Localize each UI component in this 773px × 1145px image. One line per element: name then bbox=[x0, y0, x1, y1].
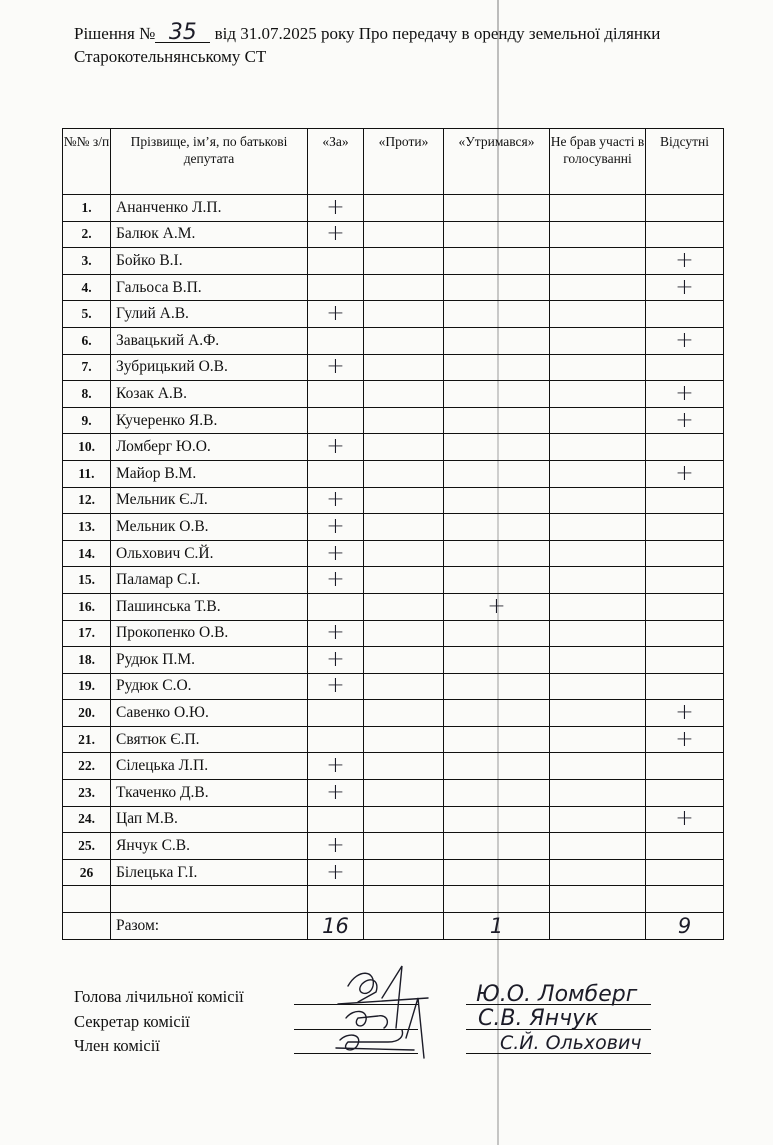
vote-cell-abstain bbox=[444, 487, 550, 514]
total-za: 16 bbox=[308, 913, 364, 940]
header-abstain: «Утримався» bbox=[444, 129, 550, 195]
vote-cell-against bbox=[364, 407, 444, 434]
row-number: 5. bbox=[63, 301, 111, 328]
vote-cell-against bbox=[364, 381, 444, 408]
vote-cell-za bbox=[308, 620, 364, 647]
vote-mark: + bbox=[326, 301, 345, 327]
vote-cell-against bbox=[364, 833, 444, 860]
vote-cell-absent bbox=[646, 833, 724, 860]
vote-cell-against bbox=[364, 301, 444, 328]
vote-mark: + bbox=[326, 221, 345, 247]
deputy-name: Балюк А.М. bbox=[111, 221, 308, 248]
vote-cell-no-part bbox=[550, 460, 646, 487]
vote-cell-abstain bbox=[444, 195, 550, 222]
vote-cell-no-part bbox=[550, 301, 646, 328]
vote-cell-abstain bbox=[444, 700, 550, 727]
vote-cell-abstain bbox=[444, 274, 550, 301]
deputy-name: Пашинська Т.В. bbox=[111, 593, 308, 620]
vote-mark: + bbox=[675, 460, 694, 486]
row-number: 19. bbox=[63, 673, 111, 700]
vote-cell-absent bbox=[646, 487, 724, 514]
vote-cell-against bbox=[364, 780, 444, 807]
table-header-row bbox=[63, 129, 724, 195]
vote-cell-absent bbox=[646, 248, 724, 275]
deputy-name: Ломберг Ю.О. bbox=[111, 434, 308, 461]
vote-cell-against bbox=[364, 354, 444, 381]
deputy-name: Кучеренко Я.В. bbox=[111, 407, 308, 434]
title-prefix: Рішення № bbox=[74, 24, 156, 43]
deputy-name: Білецька Г.І. bbox=[111, 859, 308, 886]
vote-mark: + bbox=[326, 354, 345, 380]
vote-cell-abstain bbox=[444, 567, 550, 594]
table-row bbox=[63, 221, 724, 248]
vote-cell-absent bbox=[646, 327, 724, 354]
vote-cell-za bbox=[308, 354, 364, 381]
member-name: С.Й. Ольхович bbox=[500, 1032, 642, 1054]
vote-cell-absent bbox=[646, 673, 724, 700]
vote-cell-abstain bbox=[444, 248, 550, 275]
vote-cell-absent bbox=[646, 753, 724, 780]
vote-cell-abstain bbox=[444, 514, 550, 541]
vote-cell-against bbox=[364, 620, 444, 647]
signature-labels bbox=[74, 985, 244, 1059]
vote-cell-absent bbox=[646, 354, 724, 381]
row-number: 23. bbox=[63, 780, 111, 807]
table-row bbox=[63, 381, 724, 408]
vote-mark: + bbox=[326, 567, 345, 593]
deputy-name: Рудюк П.М. bbox=[111, 647, 308, 674]
totals-label: Разом: bbox=[111, 913, 308, 940]
vote-mark: + bbox=[675, 247, 694, 273]
vote-cell-no-part bbox=[550, 780, 646, 807]
vote-cell-absent bbox=[646, 859, 724, 886]
vote-cell-against bbox=[364, 673, 444, 700]
header-name: Прізвище, ім’я, по батькові депутата bbox=[111, 129, 308, 195]
vote-mark: + bbox=[675, 700, 694, 726]
header-no-part: Не брав участі в голосуванні bbox=[550, 129, 646, 195]
vote-cell-absent bbox=[646, 460, 724, 487]
vote-mark: + bbox=[326, 646, 345, 672]
row-number: 3. bbox=[63, 248, 111, 275]
table-row bbox=[63, 354, 724, 381]
vote-cell-no-part bbox=[550, 593, 646, 620]
row-number: 20. bbox=[63, 700, 111, 727]
decision-number: 35 bbox=[155, 24, 210, 43]
row-number: 1. bbox=[63, 195, 111, 222]
vote-cell-no-part bbox=[550, 859, 646, 886]
vote-cell-against bbox=[364, 806, 444, 833]
vote-cell-abstain bbox=[444, 620, 550, 647]
vote-cell-no-part bbox=[550, 354, 646, 381]
total-abstain: 1 bbox=[444, 913, 550, 940]
header-number: №№ з/п bbox=[63, 129, 111, 195]
title-suffix: від 31.07.2025 року Про передачу в оренду земельної ділянки Старокотельнянському СТ bbox=[74, 24, 661, 66]
vote-mark: + bbox=[326, 833, 345, 859]
vote-cell-no-part bbox=[550, 487, 646, 514]
vote-cell-no-part bbox=[550, 726, 646, 753]
deputy-name: Бойко В.І. bbox=[111, 248, 308, 275]
vote-cell-against bbox=[364, 540, 444, 567]
deputy-name: Святюк Є.П. bbox=[111, 726, 308, 753]
chair-label: Голова лічильної комісії bbox=[74, 987, 244, 1006]
vote-mark: + bbox=[675, 274, 694, 300]
vote-cell-no-part bbox=[550, 195, 646, 222]
vote-cell-absent bbox=[646, 434, 724, 461]
decision-title bbox=[74, 22, 754, 68]
vote-mark: + bbox=[326, 753, 345, 779]
deputy-name: Ананченко Л.П. bbox=[111, 195, 308, 222]
deputy-name: Гулий А.В. bbox=[111, 301, 308, 328]
table-row bbox=[63, 593, 724, 620]
vote-cell-no-part bbox=[550, 620, 646, 647]
vote-cell-no-part bbox=[550, 407, 646, 434]
table-row bbox=[63, 274, 724, 301]
deputy-name: Ольхович С.Й. bbox=[111, 540, 308, 567]
vote-cell-against bbox=[364, 593, 444, 620]
vote-cell-no-part bbox=[550, 673, 646, 700]
table-row bbox=[63, 726, 724, 753]
header-absent: Відсутні bbox=[646, 129, 724, 195]
vote-mark: + bbox=[326, 779, 345, 805]
deputy-name: Майор В.М. bbox=[111, 460, 308, 487]
vote-cell-absent bbox=[646, 514, 724, 541]
vote-cell-against bbox=[364, 221, 444, 248]
deputy-name: Янчук С.В. bbox=[111, 833, 308, 860]
row-number: 15. bbox=[63, 567, 111, 594]
vote-cell-za bbox=[308, 700, 364, 727]
table-row bbox=[63, 700, 724, 727]
vote-cell-abstain bbox=[444, 753, 550, 780]
vote-cell-za bbox=[308, 195, 364, 222]
vote-cell-za bbox=[308, 780, 364, 807]
row-number: 4. bbox=[63, 274, 111, 301]
vote-cell-absent bbox=[646, 726, 724, 753]
handwritten-signatures bbox=[318, 958, 448, 1078]
vote-mark: + bbox=[326, 434, 345, 460]
vote-cell-no-part bbox=[550, 274, 646, 301]
row-number: 11. bbox=[63, 460, 111, 487]
deputy-name: Зубрицький О.В. bbox=[111, 354, 308, 381]
vote-cell-against bbox=[364, 647, 444, 674]
vote-cell-abstain bbox=[444, 327, 550, 354]
deputy-name: Паламар С.І. bbox=[111, 567, 308, 594]
table-row bbox=[63, 780, 724, 807]
vote-cell-za bbox=[308, 487, 364, 514]
row-number: 13. bbox=[63, 514, 111, 541]
vote-mark: + bbox=[675, 407, 694, 433]
vote-cell-against bbox=[364, 274, 444, 301]
vote-cell-abstain bbox=[444, 221, 550, 248]
row-number: 25. bbox=[63, 833, 111, 860]
vote-cell-no-part bbox=[550, 381, 646, 408]
table-row bbox=[63, 195, 724, 222]
row-number: 17. bbox=[63, 620, 111, 647]
vote-cell-za bbox=[308, 593, 364, 620]
row-number: 8. bbox=[63, 381, 111, 408]
vote-cell-against bbox=[364, 487, 444, 514]
table-row bbox=[63, 753, 724, 780]
vote-cell-absent bbox=[646, 381, 724, 408]
vote-cell-abstain bbox=[444, 354, 550, 381]
vote-cell-absent bbox=[646, 540, 724, 567]
vote-cell-abstain bbox=[444, 726, 550, 753]
table-body bbox=[63, 195, 724, 886]
vote-cell-no-part bbox=[550, 700, 646, 727]
row-number: 24. bbox=[63, 806, 111, 833]
vote-cell-no-part bbox=[550, 540, 646, 567]
vote-mark: + bbox=[326, 620, 345, 646]
vote-cell-za bbox=[308, 726, 364, 753]
member-label: Член комісії bbox=[74, 1036, 160, 1055]
table-row bbox=[63, 540, 724, 567]
vote-cell-against bbox=[364, 700, 444, 727]
row-number: 10. bbox=[63, 434, 111, 461]
vote-mark: + bbox=[326, 673, 345, 699]
totals-row bbox=[63, 913, 724, 940]
total-against bbox=[364, 913, 444, 940]
table-row bbox=[63, 833, 724, 860]
deputy-name: Мельник О.В. bbox=[111, 514, 308, 541]
vote-cell-za bbox=[308, 327, 364, 354]
vote-cell-abstain bbox=[444, 460, 550, 487]
vote-cell-absent bbox=[646, 221, 724, 248]
vote-cell-za bbox=[308, 540, 364, 567]
vote-cell-abstain bbox=[444, 806, 550, 833]
vote-cell-against bbox=[364, 859, 444, 886]
vote-cell-za bbox=[308, 434, 364, 461]
vote-cell-za bbox=[308, 859, 364, 886]
deputy-name: Мельник Є.Л. bbox=[111, 487, 308, 514]
secretary-label: Секретар комісії bbox=[74, 1011, 190, 1031]
vote-cell-abstain bbox=[444, 780, 550, 807]
table-row bbox=[63, 487, 724, 514]
row-number: 16. bbox=[63, 593, 111, 620]
vote-mark: + bbox=[487, 593, 506, 619]
deputy-name: Цап М.В. bbox=[111, 806, 308, 833]
vote-mark: + bbox=[326, 540, 345, 566]
vote-mark: + bbox=[326, 859, 345, 885]
vote-cell-abstain bbox=[444, 407, 550, 434]
vote-cell-abstain bbox=[444, 673, 550, 700]
total-absent: 9 bbox=[646, 913, 724, 940]
row-number: 18. bbox=[63, 647, 111, 674]
deputy-name: Рудюк С.О. bbox=[111, 673, 308, 700]
row-number: 21. bbox=[63, 726, 111, 753]
row-number: 2. bbox=[63, 221, 111, 248]
row-number: 22. bbox=[63, 753, 111, 780]
vote-cell-against bbox=[364, 195, 444, 222]
table-row bbox=[63, 673, 724, 700]
vote-cell-no-part bbox=[550, 753, 646, 780]
vote-cell-no-part bbox=[550, 647, 646, 674]
vote-cell-za bbox=[308, 514, 364, 541]
vote-cell-absent bbox=[646, 567, 724, 594]
table-row bbox=[63, 327, 724, 354]
row-number: 26 bbox=[63, 859, 111, 886]
voting-table bbox=[62, 128, 724, 940]
table-row bbox=[63, 434, 724, 461]
vote-cell-za bbox=[308, 221, 364, 248]
deputy-name: Савенко О.Ю. bbox=[111, 700, 308, 727]
row-number: 12. bbox=[63, 487, 111, 514]
secretary-name: С.В. Янчук bbox=[478, 1006, 599, 1031]
vote-mark: + bbox=[675, 327, 694, 353]
vote-cell-no-part bbox=[550, 434, 646, 461]
vote-cell-against bbox=[364, 726, 444, 753]
table-row bbox=[63, 514, 724, 541]
vote-cell-absent bbox=[646, 806, 724, 833]
deputy-name: Сілецька Л.П. bbox=[111, 753, 308, 780]
vote-cell-no-part bbox=[550, 221, 646, 248]
vote-cell-no-part bbox=[550, 514, 646, 541]
vote-cell-absent bbox=[646, 620, 724, 647]
vote-cell-za bbox=[308, 274, 364, 301]
table-row bbox=[63, 859, 724, 886]
vote-mark: + bbox=[326, 487, 345, 513]
vote-mark: + bbox=[675, 806, 694, 832]
row-number: 6. bbox=[63, 327, 111, 354]
vote-cell-against bbox=[364, 753, 444, 780]
vote-cell-za bbox=[308, 567, 364, 594]
vote-cell-abstain bbox=[444, 833, 550, 860]
total-no-part bbox=[550, 913, 646, 940]
vote-cell-absent bbox=[646, 301, 724, 328]
deputy-name: Прокопенко О.В. bbox=[111, 620, 308, 647]
vote-mark: + bbox=[326, 194, 345, 220]
vote-cell-against bbox=[364, 514, 444, 541]
deputy-name: Козак А.В. bbox=[111, 381, 308, 408]
vote-cell-absent bbox=[646, 407, 724, 434]
vote-cell-za bbox=[308, 753, 364, 780]
table-row bbox=[63, 301, 724, 328]
vote-cell-abstain bbox=[444, 301, 550, 328]
table-row bbox=[63, 460, 724, 487]
vote-cell-za bbox=[308, 460, 364, 487]
table-row bbox=[63, 407, 724, 434]
vote-cell-no-part bbox=[550, 833, 646, 860]
vote-cell-no-part bbox=[550, 806, 646, 833]
vote-cell-absent bbox=[646, 195, 724, 222]
vote-cell-abstain bbox=[444, 859, 550, 886]
table-row bbox=[63, 248, 724, 275]
vote-cell-abstain bbox=[444, 381, 550, 408]
vote-cell-absent bbox=[646, 593, 724, 620]
vote-cell-no-part bbox=[550, 327, 646, 354]
vote-cell-absent bbox=[646, 700, 724, 727]
table-row bbox=[63, 806, 724, 833]
row-number: 14. bbox=[63, 540, 111, 567]
header-against: «Проти» bbox=[364, 129, 444, 195]
vote-cell-no-part bbox=[550, 567, 646, 594]
vote-cell-abstain bbox=[444, 434, 550, 461]
vote-cell-za bbox=[308, 833, 364, 860]
vote-mark: + bbox=[675, 726, 694, 752]
vote-cell-za bbox=[308, 806, 364, 833]
vote-cell-absent bbox=[646, 780, 724, 807]
vote-cell-abstain bbox=[444, 540, 550, 567]
deputy-name: Гальоса В.П. bbox=[111, 274, 308, 301]
vote-cell-against bbox=[364, 327, 444, 354]
vote-cell-za bbox=[308, 248, 364, 275]
vote-cell-against bbox=[364, 248, 444, 275]
header-za: «За» bbox=[308, 129, 364, 195]
vote-cell-against bbox=[364, 434, 444, 461]
vote-mark: + bbox=[675, 380, 694, 406]
blank-row bbox=[63, 886, 724, 913]
vote-cell-za bbox=[308, 407, 364, 434]
vote-cell-za bbox=[308, 673, 364, 700]
vote-cell-absent bbox=[646, 274, 724, 301]
table-row bbox=[63, 620, 724, 647]
row-number: 9. bbox=[63, 407, 111, 434]
deputy-name: Завацький А.Ф. bbox=[111, 327, 308, 354]
vote-cell-za bbox=[308, 301, 364, 328]
deputy-name: Ткаченко Д.В. bbox=[111, 780, 308, 807]
vote-cell-absent bbox=[646, 647, 724, 674]
table-row bbox=[63, 567, 724, 594]
vote-cell-against bbox=[364, 567, 444, 594]
vote-cell-abstain bbox=[444, 647, 550, 674]
vote-cell-abstain bbox=[444, 593, 550, 620]
chair-name: Ю.О. Ломберг bbox=[476, 982, 638, 1007]
vote-cell-no-part bbox=[550, 248, 646, 275]
vote-cell-za bbox=[308, 381, 364, 408]
vote-mark: + bbox=[326, 513, 345, 539]
row-number: 7. bbox=[63, 354, 111, 381]
vote-cell-against bbox=[364, 460, 444, 487]
table-row bbox=[63, 647, 724, 674]
vote-cell-za bbox=[308, 647, 364, 674]
